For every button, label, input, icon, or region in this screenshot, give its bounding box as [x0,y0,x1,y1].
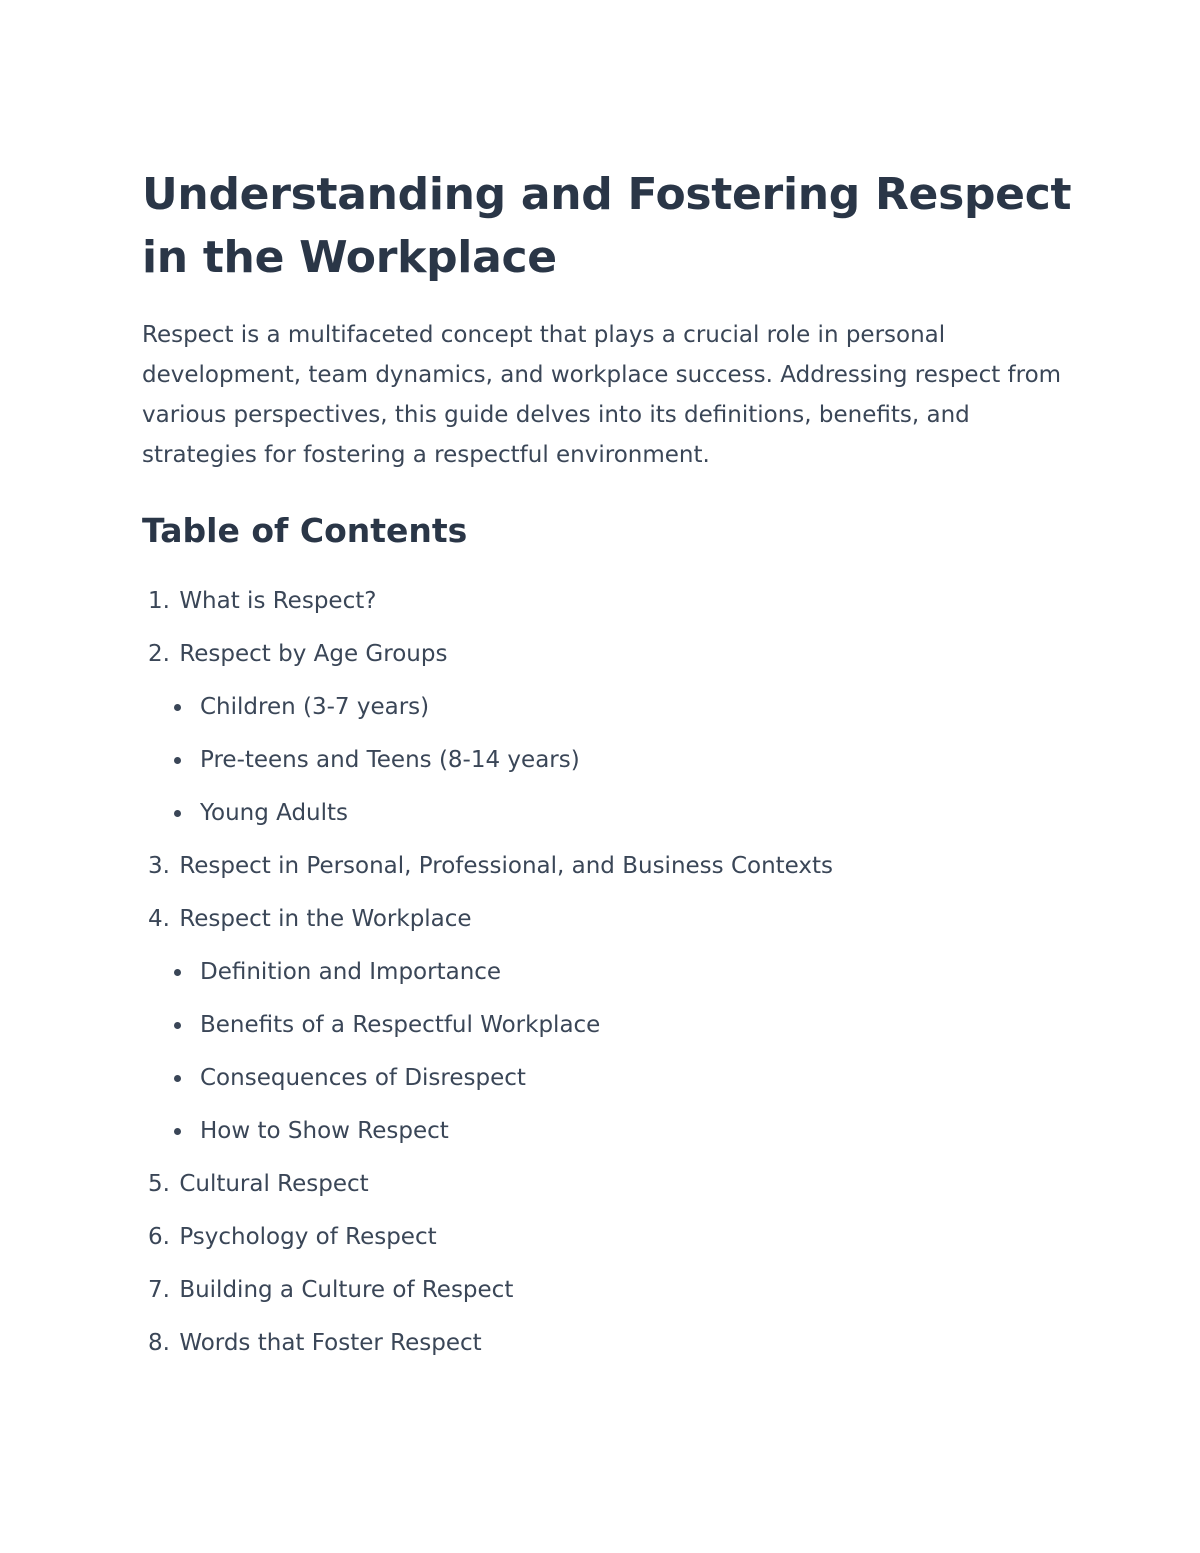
toc-item [142,1158,1072,1211]
toc-sub-item [142,1105,1072,1158]
bullet-icon [174,704,181,711]
toc-sub-item [142,946,1072,999]
table-of-contents [142,575,1072,1370]
toc-sub-item-label: Definition and Importance [200,959,502,985]
toc-item [142,1264,1072,1317]
toc-item-number: 6. [148,1224,170,1250]
toc-sub-item [142,681,1072,734]
bullet-icon [174,757,181,764]
toc-sub-item-label: Pre-teens and Teens (8-14 years) [200,747,580,773]
document-title: Understanding and Fostering Respect in the Workplace [142,169,1072,283]
toc-item [142,1317,1072,1370]
toc-item-number: 1. [148,588,170,614]
bullet-icon [174,969,181,976]
toc-item-number: 2. [148,641,170,667]
toc-item-label: Building a Culture of Respect [179,1277,514,1303]
toc-item-label: Cultural Respect [179,1171,369,1197]
toc-sub-item [142,734,1072,787]
bullet-icon [174,1075,181,1082]
toc-sub-item-label: How to Show Respect [200,1118,449,1144]
toc-sub-item [142,1052,1072,1105]
toc-item [142,575,1072,628]
toc-item [142,893,1072,1158]
bullet-icon [174,1128,181,1135]
toc-item-label: Respect in the Workplace [179,906,472,932]
toc-item-label: Psychology of Respect [179,1224,437,1250]
toc-item-number: 8. [148,1330,170,1356]
toc-item [142,628,1072,840]
toc-sub-list [142,681,1072,840]
toc-item [142,840,1072,893]
toc-item-label: Words that Foster Respect [179,1330,482,1356]
toc-sub-item-label: Consequences of Disrespect [200,1065,526,1091]
toc-item-label: Respect in Personal, Professional, and Business Contexts [179,853,834,879]
toc-sub-item-label: Children (3-7 years) [200,694,430,720]
toc-item-label: What is Respect? [179,588,377,614]
bullet-icon [174,1022,181,1029]
toc-sub-list [142,946,1072,1158]
bullet-icon [174,810,181,817]
toc-item-label: Respect by Age Groups [179,641,448,667]
toc-heading: Table of Contents [142,511,468,550]
toc-item-number: 3. [148,853,170,879]
toc-sub-item-label: Young Adults [200,800,349,826]
toc-sub-item [142,787,1072,840]
toc-item [142,1211,1072,1264]
intro-paragraph: Respect is a multifaceted concept that plays a crucial role in personal development, team dynamics, and workplace success. Addressing respect from various perspectives, this guide delves into its definitions, benefits, and strategies for fostering a respectful environment. [142,322,1062,468]
toc-sub-item [142,999,1072,1052]
toc-item-number: 4. [148,906,170,932]
toc-item-number: 7. [148,1277,170,1303]
document-page [142,163,1072,1370]
toc-item-number: 5. [148,1171,170,1197]
toc-sub-item-label: Benefits of a Respectful Workplace [200,1012,601,1038]
